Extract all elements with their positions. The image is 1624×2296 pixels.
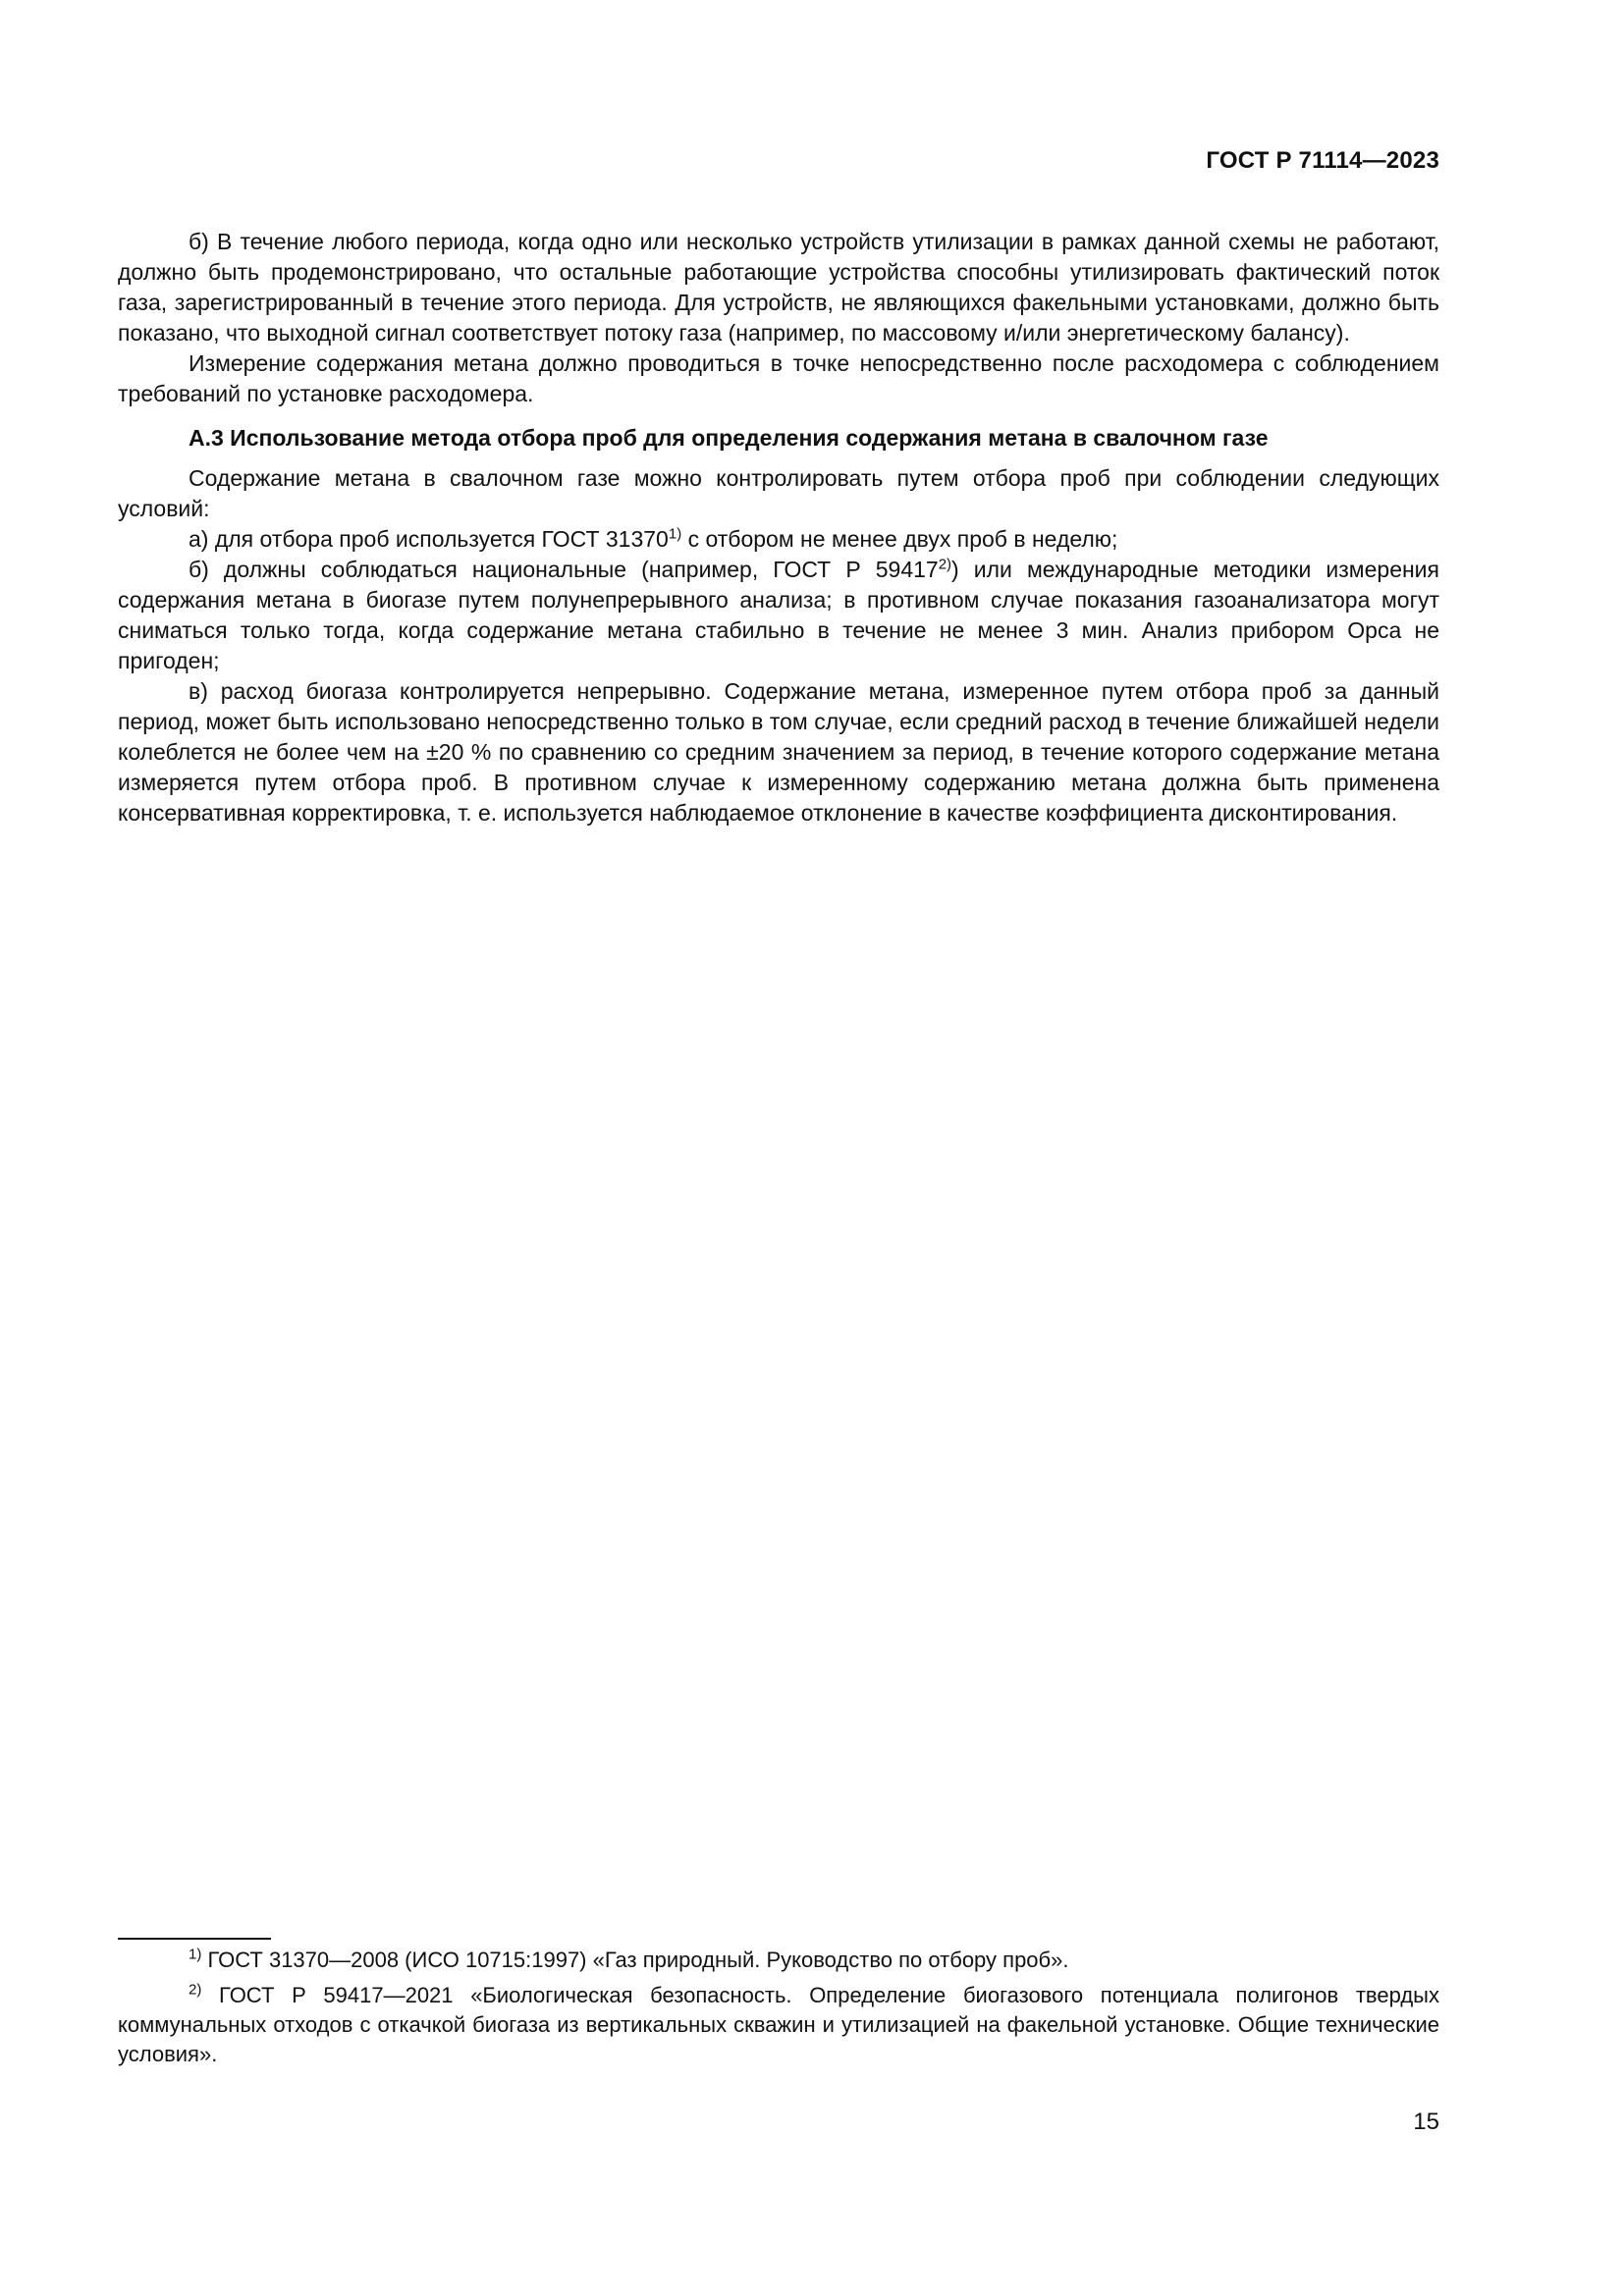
footnote-separator (118, 1938, 271, 1940)
paragraph-sampling-intro: Содержание метана в свалочном газе можно контролировать путем отбора проб при соблюдении следующих условий: (118, 465, 1439, 521)
list-item-a-text: а) для отбора проб используется ГОСТ 31370 (189, 526, 669, 552)
footnote-2 (118, 1981, 1439, 2069)
page-number: 15 (1413, 2109, 1439, 2135)
list-item-a (118, 524, 1439, 555)
footnotes (118, 1946, 1439, 2075)
footnote-ref-1: 1) (668, 525, 682, 543)
footnote-text-2: ГОСТ Р 59417—2021 «Биологическая безопасность. Определение биогазового потенциала полигонов твердых коммунальных отходов с откачкой биогаза из вертикальных скважин и утилизацией на факельной установке. Общие технические условия». (118, 1983, 1439, 2066)
footnote-ref-2: 2) (938, 556, 952, 573)
footnote-mark-1: 1) (189, 1946, 202, 1963)
document-body (118, 227, 1439, 828)
footnote-text-1: ГОСТ 31370—2008 (ИСО 10715:1997) «Газ природный. Руководство по отбору проб». (201, 1948, 1069, 1972)
section-title-a3: А.3 Использование метода отбора проб для определения содержания метана в свалочном газе (189, 425, 1269, 451)
document-header: ГОСТ Р 71114—2023 (1206, 147, 1439, 174)
list-item-b-text: б) должны соблюдаться национальные (например, ГОСТ Р 59417 (189, 557, 939, 582)
footnote-1 (118, 1946, 1439, 1975)
paragraph-b-continuation: б) В течение любого периода, когда одно или несколько устройств утилизации в рамках данной схемы не работают, должно быть продемонстрировано, что остальные работающие устройства способны утилизировать фактический поток газа, зарегистрированный в течение этого периода. Для устройств, не являющихся факельными установками, должно быть показано, что выходной сигнал соответствует потоку газа (например, по массовому и/или энергетическому балансу). (118, 229, 1439, 346)
list-item-a-tail: с отбором не менее двух проб в неделю; (681, 526, 1118, 552)
footnote-mark-2: 2) (189, 1981, 202, 1999)
list-item-c: в) расход биогаза контролируется непрерывно. Содержание метана, измеренное путем отбора проб за данный период, может быть использовано непосредственно только в том случае, если средний расход в течение ближайшей недели колеблется не более чем на ±20 % по сравнению со средним значением за период, в течение которого содержание метана измеряется путем отбора проб. В противном случае к измеренному содержанию метана должна быть применена консервативная корректировка, т. е. используется наблюдаемое отклонение в качестве коэффициента дисконтирования. (118, 678, 1439, 826)
list-item-b (118, 555, 1439, 676)
list-item-b-tail: ) или международные методики измерения содержания метана в биогазе путем полунепрерывного анализа; в противном случае показания газоанализатора могут сниматься только тогда, когда содержание метана стабильно в течение не менее 3 мин. Анализ прибором Орса не пригоден; (118, 557, 1439, 673)
paragraph-methane-measurement: Измерение содержания метана должно проводиться в точке непосредственно после расходомера с соблюдением требований по установке расходомера. (118, 350, 1439, 406)
